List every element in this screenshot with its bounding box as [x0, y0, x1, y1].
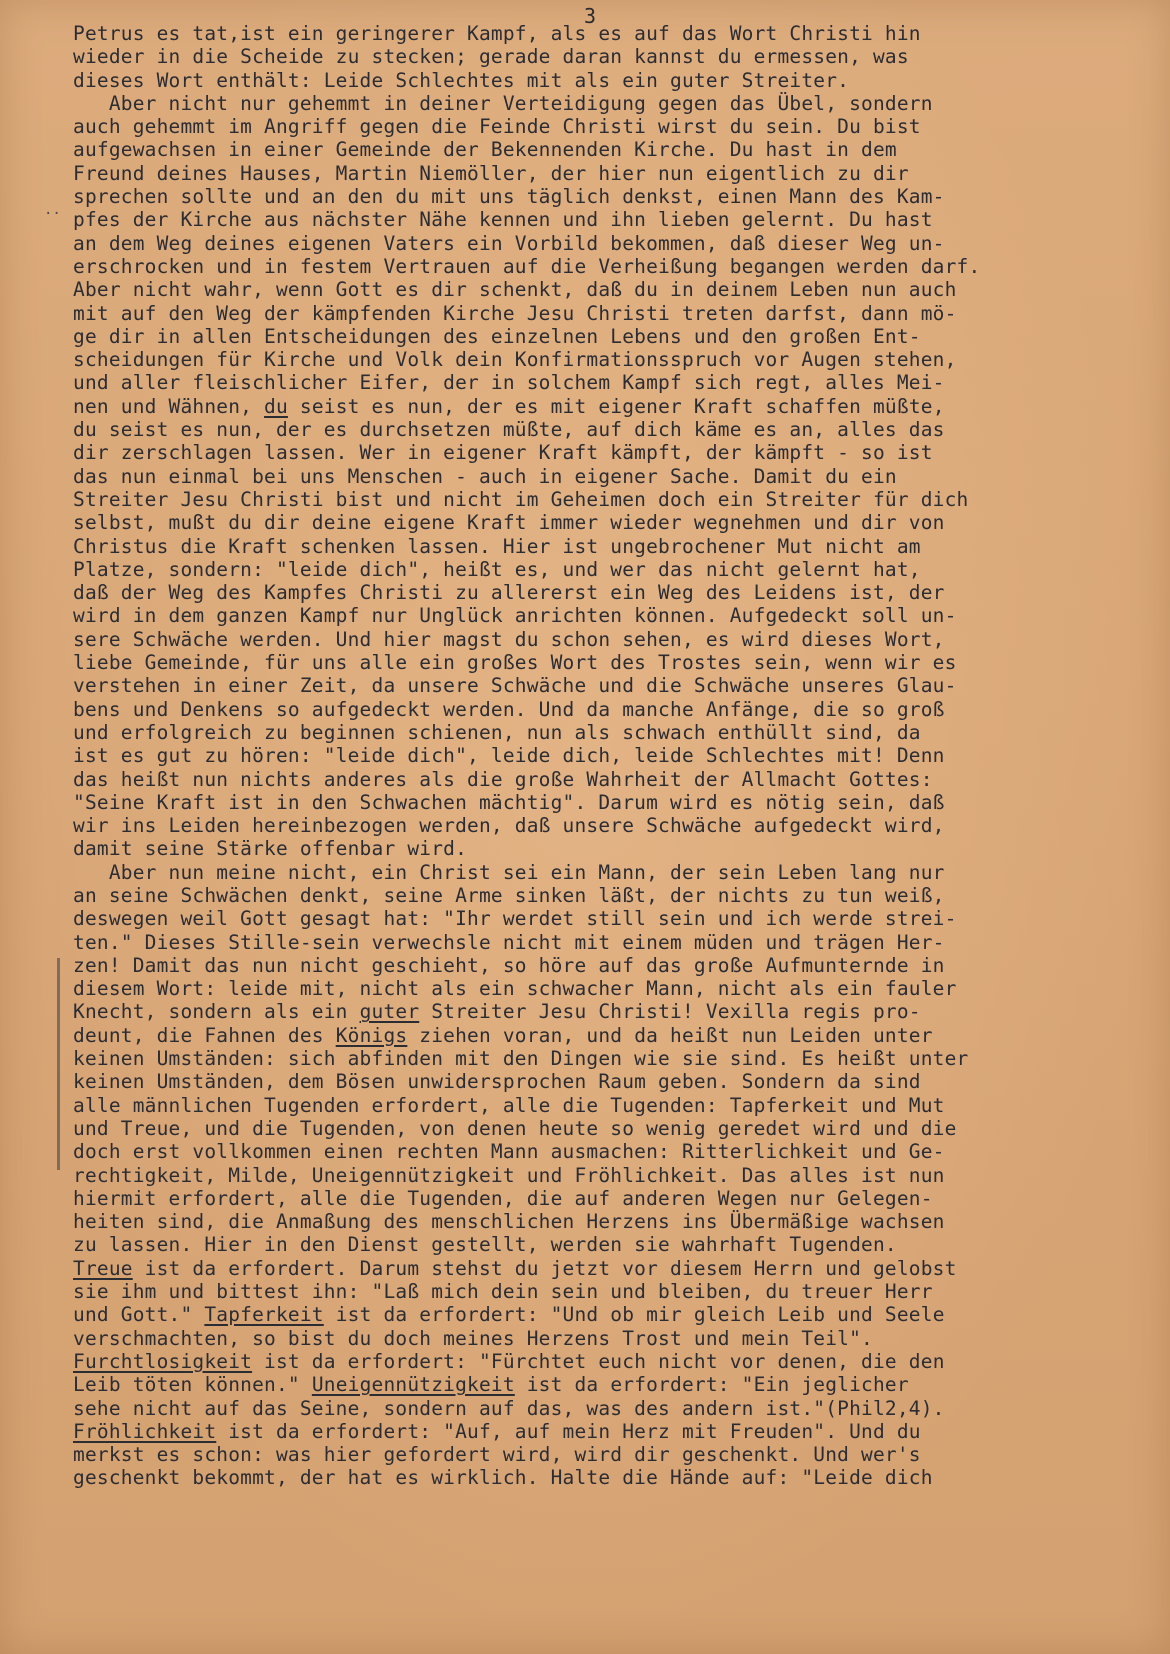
- text-line: [73, 628, 1163, 651]
- text-segment: an dem Weg deines eigenen Vaters ein Vorbild bekommen, daß dieser Weg un-: [73, 231, 945, 255]
- underlined-word: Uneigennützigkeit: [311, 1373, 515, 1397]
- text-line: [73, 1024, 1163, 1047]
- edge-mark: ..: [44, 202, 61, 218]
- text-line: [73, 418, 1163, 441]
- text-segment: erschrocken und in festem Vertrauen auf die Verheißung begangen werden darf.: [73, 254, 981, 278]
- text-line: [73, 721, 1163, 744]
- text-line: [73, 884, 1163, 907]
- text-segment: keinen Umständen: sich abfinden mit den Dingen wie sie sind. Es heißt unter: [73, 1047, 969, 1071]
- text-segment: geschenkt bekommt, der hat es wirklich. Halte die Hände auf: "Leide dich: [73, 1466, 933, 1490]
- text-segment: Freund deines Hauses, Martin Niemöller, der hier nun eigentlich zu dir: [73, 161, 909, 185]
- text-segment: ist da erfordert. Darum stehst du jetzt vor diesem Herrn und gelobst: [132, 1256, 957, 1280]
- underlined-word: Treue: [73, 1256, 133, 1280]
- underlined-word: Tapferkeit: [204, 1303, 324, 1327]
- text-segment: hiermit erfordert, alle die Tugenden, die auf anderen Wegen nur Gelegen-: [73, 1186, 933, 1210]
- text-line: [73, 138, 1163, 161]
- text-segment: an seine Schwächen denkt, seine Arme sinken läßt, der nichts zu tun weiß,: [73, 883, 945, 907]
- text-segment: nen und Wähnen,: [73, 394, 265, 418]
- text-line: [73, 1327, 1163, 1350]
- text-segment: scheidungen für Kirche und Volk dein Konfirmationsspruch vor Augen stehen,: [73, 348, 957, 372]
- text-line: [73, 791, 1163, 814]
- text-line: [73, 45, 1163, 68]
- text-segment: selbst, mußt du dir deine eigene Kraft immer wieder wegnehmen und dir von: [73, 511, 945, 535]
- text-segment: wir ins Leiden hereinbezogen werden, daß unsere Schwäche aufgedeckt wird,: [73, 814, 945, 838]
- underlined-word: Königs: [335, 1023, 408, 1047]
- text-segment: keinen Umständen, dem Bösen unwidersprochen Raum geben. Sondern da sind: [73, 1070, 921, 1094]
- text-segment: Knecht, sondern als ein: [73, 1000, 360, 1024]
- text-segment: alle männlichen Tugenden erfordert, alle die Tugenden: Tapferkeit und Mut: [73, 1093, 945, 1117]
- text-segment: doch erst vollkommen einen rechten Mann ausmachen: Ritterlichkeit und Ge-: [73, 1140, 945, 1164]
- text-segment: damit seine Stärke offenbar wird.: [73, 837, 468, 861]
- text-segment: aufgewachsen in einer Gemeinde der Bekennenden Kirche. Du hast in dem: [73, 138, 897, 162]
- text-line: [73, 768, 1163, 791]
- text-line: [73, 837, 1163, 860]
- text-line: [73, 907, 1163, 930]
- text-line: [73, 1303, 1163, 1326]
- text-line: [73, 511, 1163, 534]
- text-line: [73, 395, 1163, 418]
- text-segment: sprechen sollte und an den du mit uns täglich denkst, einen Mann des Kam-: [73, 185, 945, 209]
- text-line: [73, 255, 1163, 278]
- text-line: [73, 348, 1163, 371]
- text-segment: Aber nicht nur gehemmt in deiner Verteidigung gegen das Übel, sondern: [73, 91, 933, 115]
- text-line: [73, 1117, 1163, 1140]
- underlined-word: Fröhlichkeit: [73, 1419, 217, 1443]
- text-segment: Aber nicht wahr, wenn Gott es dir schenkt, daß du in deinem Leben nun auch: [73, 278, 957, 302]
- text-segment: dir zerschlagen lassen. Wer in eigener Kraft kämpft, der kämpft - so ist: [73, 441, 933, 465]
- text-line: [73, 1210, 1163, 1233]
- text-segment: Aber nun meine nicht, ein Christ sei ein Mann, der sein Leben lang nur: [73, 860, 945, 884]
- text-segment: das nun einmal bei uns Menschen - auch in eigener Sache. Damit du ein: [73, 464, 897, 488]
- text-segment: deunt, die Fahnen des: [73, 1023, 336, 1047]
- text-segment: ziehen voran, und da heißt nun Leiden unter: [407, 1023, 933, 1047]
- underlined-word: du: [264, 394, 288, 418]
- text-line: [73, 162, 1163, 185]
- text-line: [73, 488, 1163, 511]
- text-segment: daß der Weg des Kampfes Christi zu allererst ein Weg des Leidens ist, der: [73, 581, 945, 605]
- text-segment: Streiter Jesu Christi! Vexilla regis pro-: [419, 1000, 921, 1024]
- text-segment: ist da erfordert: "Und ob mir gleich Leib und Seele: [323, 1303, 945, 1327]
- text-line: [73, 954, 1163, 977]
- underlined-word: guter: [359, 1000, 420, 1024]
- text-segment: Christus die Kraft schenken lassen. Hier ist ungebrochener Mut nicht am: [73, 534, 921, 558]
- text-line: [73, 115, 1163, 138]
- text-segment: und Treue, und die Tugenden, von denen heute so wenig geredet wird und die: [73, 1116, 957, 1140]
- text-line: [73, 1257, 1163, 1280]
- text-segment: ist da erfordert: "Auf, auf mein Herz mit Freuden". Und du: [216, 1419, 921, 1443]
- text-segment: sehe nicht auf das Seine, sondern auf das, was des andern ist."(Phil2,4).: [73, 1396, 945, 1420]
- text-segment: zu lassen. Hier in den Dienst gestellt, werden sie wahrhaft Tugenden.: [73, 1233, 897, 1257]
- text-line: [73, 558, 1163, 581]
- text-segment: ist da erfordert: "Ein jeglicher: [514, 1373, 909, 1397]
- text-line: [73, 535, 1163, 558]
- text-line: [73, 1000, 1163, 1023]
- text-segment: verstehen in einer Zeit, da unsere Schwäche und die Schwäche unseres Glau-: [73, 674, 957, 698]
- text-segment: das heißt nun nichts anderes als die große Wahrheit der Allmacht Gottes:: [73, 767, 933, 791]
- text-line: [73, 465, 1163, 488]
- text-line: [73, 208, 1163, 231]
- text-line: [73, 1280, 1163, 1303]
- text-line: [73, 1164, 1163, 1187]
- text-segment: ist da erfordert: "Fürchtet euch nicht vor denen, die den: [252, 1349, 945, 1373]
- text-line: [73, 1187, 1163, 1210]
- text-line: [73, 1070, 1163, 1093]
- text-line: [73, 325, 1163, 348]
- text-line: [73, 302, 1163, 325]
- underlined-word: Furchtlosigkeit: [73, 1349, 253, 1373]
- text-segment: diesem Wort: leide mit, nicht als ein schwacher Mann, nicht als ein fauler: [73, 977, 957, 1001]
- text-segment: und aller fleischlicher Eifer, der in solchem Kampf sich regt, alles Mei-: [73, 371, 945, 395]
- text-line: [73, 232, 1163, 255]
- text-line: [73, 22, 1163, 45]
- text-line: [73, 698, 1163, 721]
- text-segment: und erfolgreich zu beginnen schienen, nun als schwach enthüllt sind, da: [73, 720, 921, 744]
- text-segment: wieder in die Scheide zu stecken; gerade daran kannst du ermessen, was: [73, 45, 909, 69]
- text-segment: sere Schwäche werden. Und hier magst du schon sehen, es wird dieses Wort,: [73, 627, 945, 651]
- text-segment: ist es gut zu hören: "leide dich", leide dich, leide Schlechtes mit! Denn: [73, 744, 945, 768]
- text-segment: zen! Damit das nun nicht geschieht, so höre auf das große Aufmunternde in: [73, 953, 945, 977]
- text-segment: deswegen weil Gott gesagt hat: "Ihr werdet still sein und ich werde strei-: [73, 907, 957, 931]
- text-line: [73, 1140, 1163, 1163]
- text-line: [73, 1094, 1163, 1117]
- text-line: [73, 441, 1163, 464]
- text-segment: du seist es nun, der es durchsetzen müßte, auf dich käme es an, alles das: [73, 418, 945, 442]
- text-segment: Streiter Jesu Christi bist und nicht im Geheimen doch ein Streiter für dich: [73, 487, 969, 511]
- text-segment: pfes der Kirche aus nächster Nähe kennen und ihn lieben gelernt. Du hast: [73, 208, 933, 232]
- text-line: [73, 1233, 1163, 1256]
- margin-pencil-mark: [57, 958, 60, 1170]
- page-number: 3: [584, 4, 597, 28]
- text-segment: rechtigkeit, Milde, Uneigennützigkeit und Fröhlichkeit. Das alles ist nun: [73, 1163, 945, 1187]
- text-line: [73, 814, 1163, 837]
- text-segment: liebe Gemeinde, für uns alle ein großes Wort des Trostes sein, wenn wir es: [73, 651, 957, 675]
- text-segment: "Seine Kraft ist in den Schwachen mächtig". Darum wird es nötig sein, daß: [73, 790, 945, 814]
- text-segment: verschmachten, so bist du doch meines Herzens Trost und mein Teil".: [73, 1326, 873, 1350]
- text-line: [73, 861, 1163, 884]
- text-segment: Petrus es tat,ist ein geringerer Kampf, als es auf das Wort Christi hin: [73, 22, 921, 45]
- text-segment: Platze, sondern: "leide dich", heißt es, und wer das nicht gelernt hat,: [73, 557, 921, 581]
- text-segment: heiten sind, die Anmaßung des menschlichen Herzens ins Übermäßige wachsen: [73, 1210, 945, 1234]
- text-line: [73, 651, 1163, 674]
- text-line: [73, 185, 1163, 208]
- text-line: [73, 977, 1163, 1000]
- text-line: [73, 931, 1163, 954]
- text-segment: dieses Wort enthält: Leide Schlechtes mit als ein guter Streiter.: [73, 68, 850, 92]
- text-line: [73, 1350, 1163, 1373]
- text-line: [73, 1443, 1163, 1466]
- text-line: [73, 604, 1163, 627]
- text-line: [73, 1466, 1163, 1489]
- text-line: [73, 744, 1163, 767]
- text-segment: wird in dem ganzen Kampf nur Unglück anrichten können. Aufgedeckt soll un-: [73, 604, 957, 628]
- text-segment: merkst es schon: was hier gefordert wird, wird dir geschenkt. Und wer's: [73, 1443, 921, 1467]
- text-segment: und Gott.": [73, 1303, 205, 1327]
- text-line: [73, 69, 1163, 92]
- text-segment: auch gehemmt im Angriff gegen die Feinde Christi wirst du sein. Du bist: [73, 115, 921, 139]
- typewritten-body-text: [73, 22, 1163, 1490]
- text-line: [73, 1420, 1163, 1443]
- text-line: [73, 1373, 1163, 1396]
- text-line: [73, 371, 1163, 394]
- text-line: [73, 581, 1163, 604]
- text-segment: Leib töten können.": [73, 1373, 312, 1397]
- text-segment: bens und Denkens so aufgedeckt werden. Und da manche Anfänge, die so groß: [73, 697, 945, 721]
- text-line: [73, 1047, 1163, 1070]
- text-segment: ge dir in allen Entscheidungen des einzelnen Lebens und den großen Ent-: [73, 324, 921, 348]
- text-line: [73, 278, 1163, 301]
- text-segment: ten." Dieses Stille-sein verwechsle nicht mit einem müden und trägen Her-: [73, 930, 945, 954]
- text-segment: seist es nun, der es mit eigener Kraft schaffen müßte,: [287, 394, 945, 418]
- text-line: [73, 1397, 1163, 1420]
- text-segment: mit auf den Weg der kämpfenden Kirche Jesu Christi treten darfst, dann mö-: [73, 301, 957, 325]
- text-line: [73, 92, 1163, 115]
- text-segment: sie ihm und bittest ihn: "Laß mich dein sein und bleiben, du treuer Herr: [73, 1280, 933, 1304]
- text-line: [73, 674, 1163, 697]
